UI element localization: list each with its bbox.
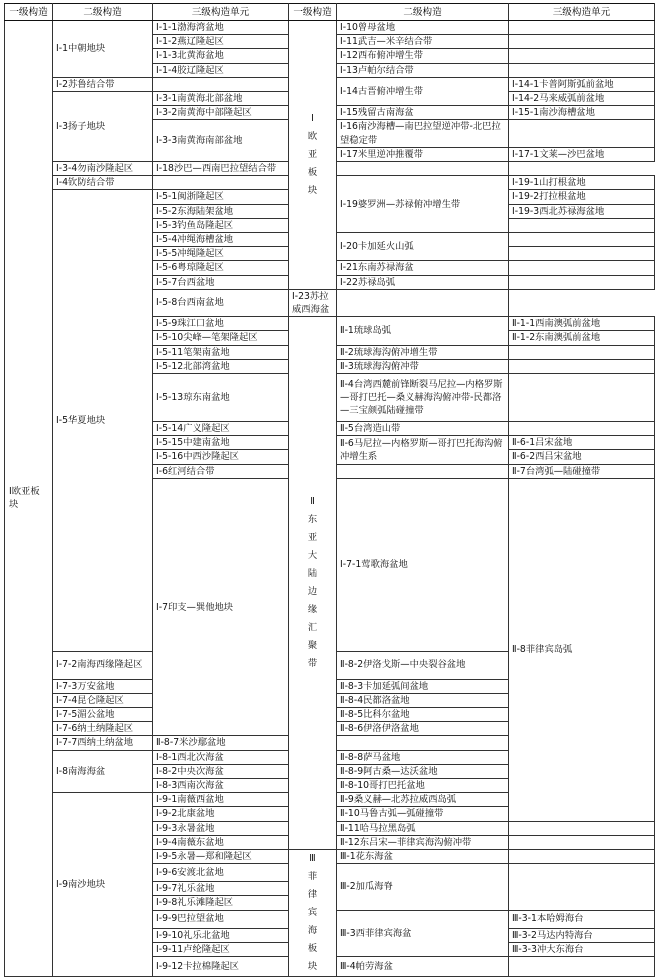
table-cell: Ⅰ-5-3钓鱼岛隆起区 <box>153 218 289 232</box>
table-cell <box>509 345 655 359</box>
table-cell <box>509 218 655 232</box>
table-cell: Ⅱ-1-2东南澳弧前盆地 <box>509 331 655 345</box>
table-cell: Ⅱ-4台湾西麓前锋断裂马尼拉—内格罗斯—哥打巴托—桑义赫海沟俯冲带-民都洛—三宝颜弧陆碰撞带 <box>337 374 509 422</box>
table-cell: Ⅰ-7-2南海西缘隆起区 <box>53 651 153 679</box>
table-cell: Ⅱ-11哈马拉黑岛弧 <box>337 821 509 835</box>
table-cell: Ⅰ-1-3北黄海盆地 <box>153 49 289 63</box>
table-cell: Ⅰ-19-2打拉根盆地 <box>509 190 655 204</box>
table-cell: Ⅰ-21东南苏禄海盆 <box>337 261 509 275</box>
table-cell: Ⅰ-5-7台西盆地 <box>153 275 289 289</box>
header-level2-right: 二级构造 <box>337 4 509 21</box>
table-cell: Ⅰ-3-1南黄海北部盆地 <box>153 92 289 106</box>
table-cell: Ⅰ-7印支—巽他地块 <box>153 478 289 735</box>
table-cell: Ⅰ-10曾母盆地 <box>337 21 509 35</box>
tectonic-units-table <box>4 3 655 977</box>
table-cell: Ⅰ-5-1闽浙隆起区 <box>153 190 289 204</box>
table-cell <box>337 162 509 176</box>
table-cell: Ⅲ-3西菲律宾海盆 <box>337 910 509 956</box>
vertical-char: 亚 <box>307 148 318 160</box>
table-cell: Ⅰ-9-8礼乐滩隆起区 <box>153 896 289 910</box>
header-level3-left: 三级构造单元 <box>153 4 289 21</box>
table-cell: Ⅱ-8-10哥打巴托盆地 <box>337 778 509 792</box>
table-cell: Ⅰ-18沙巴—西南巴拉望结合带 <box>153 162 289 176</box>
table-cell: Ⅰ-5-2东海陆架盆地 <box>153 204 289 218</box>
table-cell: Ⅲ-1花东海盆 <box>337 849 509 863</box>
table-cell <box>509 247 655 261</box>
vertical-text <box>307 110 318 200</box>
vertical-char: Ⅱ <box>310 496 315 508</box>
table-cell: Ⅱ-2琉球海沟俯冲增生带 <box>337 345 509 359</box>
table-cell: Ⅰ-1-1渤海湾盆地 <box>153 21 289 35</box>
table-cell <box>509 849 655 863</box>
level1-label-left: Ⅰ欧亚板块 <box>5 21 53 977</box>
vertical-char: 宾 <box>307 906 318 918</box>
table-cell: Ⅱ-8-3卡加延弧间盆地 <box>337 679 509 693</box>
table-cell: Ⅲ-3-2马达内特海台 <box>509 928 655 942</box>
vertical-char: 板 <box>307 942 318 954</box>
table-cell: Ⅱ-7台湾弧—陆碰撞带 <box>509 464 655 478</box>
table-cell <box>509 835 655 849</box>
table-cell: Ⅰ-9-9巴拉望盆地 <box>153 910 289 928</box>
table-cell: Ⅱ-8-8萨马盆地 <box>337 750 509 764</box>
table-row <box>5 21 655 35</box>
vertical-char: 块 <box>307 960 318 972</box>
table-header-row <box>5 4 655 21</box>
table-cell: Ⅰ-15残留古南海盆 <box>337 106 509 120</box>
vertical-level1-label <box>289 317 337 850</box>
table-body <box>5 21 655 977</box>
table-cell: Ⅰ-9南沙地块 <box>53 793 153 977</box>
table-cell: Ⅰ-17米里逆冲推覆带 <box>337 147 509 161</box>
table-cell: Ⅰ-16南沙海槽—南巴拉望逆冲带-北巴拉望稳定带 <box>337 120 509 147</box>
table-cell: Ⅱ-8菲律宾岛弧 <box>509 478 655 821</box>
table-cell: Ⅰ-13卢帕尔结合带 <box>337 63 509 77</box>
table-cell: Ⅰ-8-1西北次海盆 <box>153 750 289 764</box>
table-cell: Ⅱ-12东吕宋—菲律宾海沟俯冲带 <box>337 835 509 849</box>
table-cell: Ⅰ-5-5冲绳隆起区 <box>153 247 289 261</box>
tectonic-units-table-wrapper <box>4 3 655 977</box>
table-cell: Ⅰ-8-2中央次海盆 <box>153 764 289 778</box>
table-cell: Ⅰ-5华夏地块 <box>53 190 153 651</box>
table-cell: Ⅰ-5-15中建南盆地 <box>153 436 289 450</box>
vertical-char: 菲 <box>307 870 318 882</box>
table-cell: Ⅰ-9-12卡拉棉隆起区 <box>153 956 289 976</box>
vertical-char: 海 <box>307 924 318 936</box>
table-cell: Ⅰ-14-1卡普阿斯弧前盆地 <box>509 77 655 91</box>
table-cell: Ⅱ-6-2西吕宋盆地 <box>509 450 655 464</box>
table-cell: Ⅱ-10马鲁古弧—弧碰撞带 <box>337 807 509 821</box>
vertical-char: Ⅲ <box>309 852 316 864</box>
vertical-char: 陆 <box>307 568 318 580</box>
table-cell: Ⅰ-19-3西北苏禄海盆地 <box>509 204 655 218</box>
table-cell: Ⅰ-5-16中西沙隆起区 <box>153 450 289 464</box>
table-cell <box>337 289 509 316</box>
table-cell <box>153 176 289 190</box>
table-cell: Ⅱ-6马尼拉—内格罗斯—哥打巴托海沟俯冲增生系 <box>337 436 509 464</box>
table-cell <box>509 374 655 422</box>
table-cell: Ⅰ-14-2马来威弧前盆地 <box>509 92 655 106</box>
table-cell: Ⅰ-6红河结合带 <box>153 464 289 478</box>
table-cell: Ⅰ-1-4胶辽隆起区 <box>153 63 289 77</box>
vertical-char: 块 <box>307 184 318 196</box>
table-cell: Ⅰ-5-12北部湾盆地 <box>153 359 289 373</box>
table-cell <box>337 464 509 478</box>
table-cell <box>509 35 655 49</box>
table-cell: Ⅰ-5-10尖峰—笔架隆起区 <box>153 331 289 345</box>
table-cell: Ⅰ-5-8台西南盆地 <box>153 289 289 316</box>
table-cell: Ⅰ-9-6安渡北盆地 <box>153 864 289 882</box>
table-cell <box>509 63 655 77</box>
table-cell: Ⅰ-3-3南黄海南部盆地 <box>153 120 289 162</box>
table-cell: Ⅱ-8-6伊洛伊洛盆地 <box>337 722 509 736</box>
vertical-char: 板 <box>307 166 318 178</box>
table-cell: Ⅰ-7-3万安盆地 <box>53 679 153 693</box>
table-cell: Ⅱ-1-1西南澳弧前盆地 <box>509 317 655 331</box>
table-cell: Ⅰ-1中朝地块 <box>53 21 153 78</box>
vertical-char: 汇 <box>307 622 318 634</box>
table-cell: Ⅰ-7-1莺歌海盆地 <box>337 478 509 651</box>
table-cell: Ⅱ-8-7米沙鄢盆地 <box>153 736 289 750</box>
table-cell: Ⅰ-20卡加延火山弧 <box>337 233 509 261</box>
vertical-char: Ⅰ <box>311 112 314 124</box>
table-cell: Ⅰ-5-9珠江口盆地 <box>153 317 289 331</box>
table-cell: Ⅰ-9-2北康盆地 <box>153 807 289 821</box>
table-cell: Ⅰ-19-1山打根盆地 <box>509 176 655 190</box>
vertical-char: 亚 <box>307 532 318 544</box>
vertical-char: 欧 <box>307 130 318 142</box>
header-level2-left: 二级构造 <box>53 4 153 21</box>
table-cell: Ⅰ-9-1南薇西盆地 <box>153 793 289 807</box>
table-cell: Ⅰ-9-7礼乐盆地 <box>153 882 289 896</box>
vertical-level1-label <box>289 21 337 290</box>
table-cell: Ⅰ-5-13琼东南盆地 <box>153 374 289 422</box>
table-cell <box>509 49 655 63</box>
table-cell: Ⅰ-9-10礼乐北盆地 <box>153 928 289 942</box>
table-cell <box>509 21 655 35</box>
table-cell: Ⅱ-5台湾造山带 <box>337 422 509 436</box>
table-cell: Ⅲ-3-3冲大东海台 <box>509 942 655 956</box>
vertical-char: 缘 <box>307 604 318 616</box>
table-cell: Ⅰ-5-6粤琼隆起区 <box>153 261 289 275</box>
table-cell: Ⅰ-7-6纳土纳隆起区 <box>53 722 153 736</box>
table-cell <box>509 956 655 976</box>
table-cell: Ⅱ-8-4民都洛盆地 <box>337 693 509 707</box>
table-cell <box>509 864 655 910</box>
vertical-char: 大 <box>307 550 318 562</box>
table-cell: Ⅰ-4钦防结合带 <box>53 176 153 190</box>
table-cell: Ⅰ-8-3西南次海盆 <box>153 778 289 792</box>
table-cell <box>509 120 655 147</box>
table-cell: Ⅰ-7-7西纳土纳盆地 <box>53 736 153 750</box>
vertical-char: 带 <box>307 658 318 670</box>
table-cell: Ⅰ-5-11笔架南盆地 <box>153 345 289 359</box>
table-cell: Ⅱ-8-9阿古桑—达沃盆地 <box>337 764 509 778</box>
header-level1-right: 一级构造 <box>289 4 337 21</box>
table-cell: Ⅰ-3-2南黄海中部隆起区 <box>153 106 289 120</box>
table-cell: Ⅰ-23苏拉威西海盆 <box>289 289 337 316</box>
header-level1-left: 一级构造 <box>5 4 53 21</box>
vertical-text <box>307 850 318 976</box>
table-cell: Ⅰ-19婆罗洲—苏禄俯冲增生带 <box>337 176 509 233</box>
vertical-level1-label <box>289 849 337 976</box>
table-cell: Ⅰ-3扬子地块 <box>53 92 153 162</box>
table-cell: Ⅲ-2加瓜海脊 <box>337 864 509 910</box>
table-cell: Ⅰ-9-4南薇东盆地 <box>153 835 289 849</box>
vertical-char: 律 <box>307 888 318 900</box>
table-cell <box>509 261 655 275</box>
table-cell <box>509 359 655 373</box>
table-cell: Ⅰ-12西布俯冲增生带 <box>337 49 509 63</box>
table-cell: Ⅰ-5-4冲绳海槽盆地 <box>153 233 289 247</box>
table-cell: Ⅰ-3-4勿南沙隆起区 <box>53 162 153 176</box>
table-cell <box>509 275 655 289</box>
table-cell: Ⅰ-15-1南沙海槽盆地 <box>509 106 655 120</box>
table-cell: Ⅰ-2苏鲁结合带 <box>53 77 153 91</box>
table-cell: Ⅰ-7-4昆仑隆起区 <box>53 693 153 707</box>
table-cell: Ⅰ-9-5永暑—郑和隆起区 <box>153 849 289 863</box>
table-cell: Ⅰ-17-1文莱—沙巴盆地 <box>509 147 655 161</box>
table-cell: Ⅰ-5-14广义隆起区 <box>153 422 289 436</box>
table-cell: Ⅱ-3琉球海沟俯冲带 <box>337 359 509 373</box>
table-cell: Ⅱ-8-2伊洛戈斯—中央裂谷盆地 <box>337 651 509 679</box>
table-cell: Ⅰ-9-11卢纶隆起区 <box>153 942 289 956</box>
table-cell <box>509 422 655 436</box>
vertical-char: 聚 <box>307 640 318 652</box>
table-cell: Ⅱ-1琉球岛弧 <box>337 317 509 345</box>
table-cell: Ⅰ-14古晋俯冲增生带 <box>337 77 509 105</box>
table-cell <box>153 77 289 91</box>
table-cell: Ⅰ-1-2燕辽隆起区 <box>153 35 289 49</box>
vertical-char: 边 <box>307 586 318 598</box>
table-cell: Ⅰ-11武吉—米辛结合带 <box>337 35 509 49</box>
table-cell: Ⅱ-9桑义赫—北苏拉威西岛弧 <box>337 793 509 807</box>
table-cell: Ⅲ-4帕劳海盆 <box>337 956 509 976</box>
table-cell <box>509 821 655 835</box>
table-cell: Ⅲ-3-1本哈姆海台 <box>509 910 655 928</box>
table-cell <box>509 233 655 247</box>
vertical-text <box>307 493 318 673</box>
vertical-char: 东 <box>307 514 318 526</box>
table-cell: Ⅰ-22苏禄岛弧 <box>337 275 509 289</box>
table-cell: Ⅱ-8-5比科尔盆地 <box>337 707 509 721</box>
table-cell: Ⅰ-9-3永暑盆地 <box>153 821 289 835</box>
header-level3-right: 三级构造单元 <box>509 4 655 21</box>
table-cell: Ⅰ-8南海海盆 <box>53 750 153 793</box>
table-cell: Ⅱ-6-1吕宋盆地 <box>509 436 655 450</box>
table-cell: Ⅰ-7-5湄公盆地 <box>53 707 153 721</box>
